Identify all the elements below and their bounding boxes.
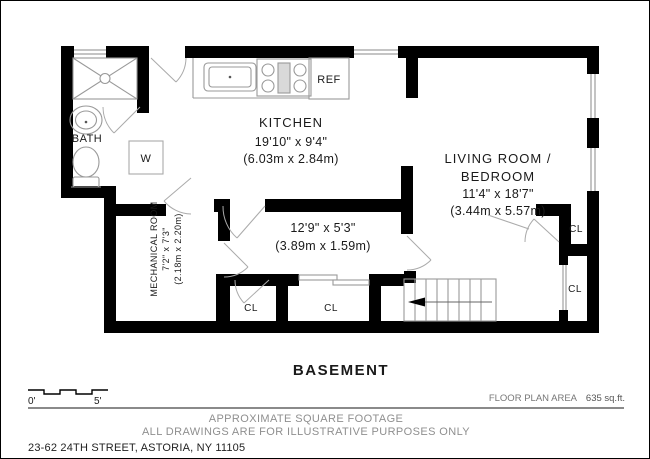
sliding-door-right-closet bbox=[563, 265, 566, 310]
mechanical-room-door-swing bbox=[224, 243, 248, 277]
bath-door-swing bbox=[103, 107, 140, 133]
closet-label-4: CL bbox=[568, 284, 582, 295]
address-text: 23-62 24TH STREET, ASTORIA, NY 11105 bbox=[28, 442, 246, 454]
scale-end-label: 5' bbox=[94, 396, 102, 407]
sliding-door-middle-closet bbox=[299, 275, 369, 285]
toilet-icon bbox=[71, 147, 101, 187]
living-room-door-swing bbox=[407, 236, 431, 270]
mechanical-room-dims-ft: 7'2" x 7'3" bbox=[161, 227, 171, 271]
bath-sink-icon bbox=[70, 106, 102, 134]
living-room-name-line1: LIVING ROOM / bbox=[444, 151, 552, 166]
stove-icon bbox=[257, 59, 311, 96]
refrigerator-label: REF bbox=[317, 74, 341, 86]
kitchen-corridor-door-swing bbox=[164, 178, 191, 214]
living-room-dims-ft: 11'4" x 18'7" bbox=[462, 187, 534, 201]
shower-icon bbox=[73, 58, 137, 99]
living-room-dims-m: (3.44m x 5.57m) bbox=[450, 204, 546, 218]
right-closet-door-swing bbox=[488, 215, 559, 242]
entry-door-swing bbox=[151, 58, 186, 82]
closet-label-2: CL bbox=[324, 303, 338, 314]
mechanical-room-dims-m: (2.18m x 2.20m) bbox=[173, 213, 183, 285]
floor-title: BASEMENT bbox=[292, 362, 390, 379]
hall-dims-ft: 12'9" x 5'3" bbox=[290, 221, 356, 235]
stairs-direction-arrow bbox=[408, 298, 425, 307]
scale-start-label: 0' bbox=[28, 396, 36, 407]
floor-plan-area-label: FLOOR PLAN AREA bbox=[488, 393, 577, 404]
hall-dims-m: (3.89m x 1.59m) bbox=[275, 239, 371, 253]
kitchen-dims-m: (6.03m x 2.84m) bbox=[243, 152, 339, 166]
bath-label: BATH bbox=[71, 133, 103, 145]
scale-bar bbox=[28, 390, 108, 407]
stairs-icon bbox=[404, 279, 496, 321]
kitchen-dims-ft: 19'10" x 9'4" bbox=[254, 135, 328, 149]
washer-label: W bbox=[140, 153, 152, 165]
floor-plan-svg bbox=[1, 1, 649, 458]
floor-plan-area-value: 635 sq.ft. bbox=[585, 393, 625, 404]
kitchen-name: KITCHEN bbox=[258, 115, 324, 130]
living-room-name-line2: BEDROOM bbox=[460, 169, 536, 184]
closet-label-1: CL bbox=[244, 303, 258, 314]
disclaimer-line2: ALL DRAWINGS ARE FOR ILLUSTRATIVE PURPOSES ONLY bbox=[141, 426, 471, 438]
mechanical-room-name: MECHANICAL ROOM bbox=[149, 201, 159, 297]
disclaimer-line1: APPROXIMATE SQUARE FOOTAGE bbox=[208, 413, 404, 425]
closet-label-3: CL bbox=[569, 224, 583, 235]
